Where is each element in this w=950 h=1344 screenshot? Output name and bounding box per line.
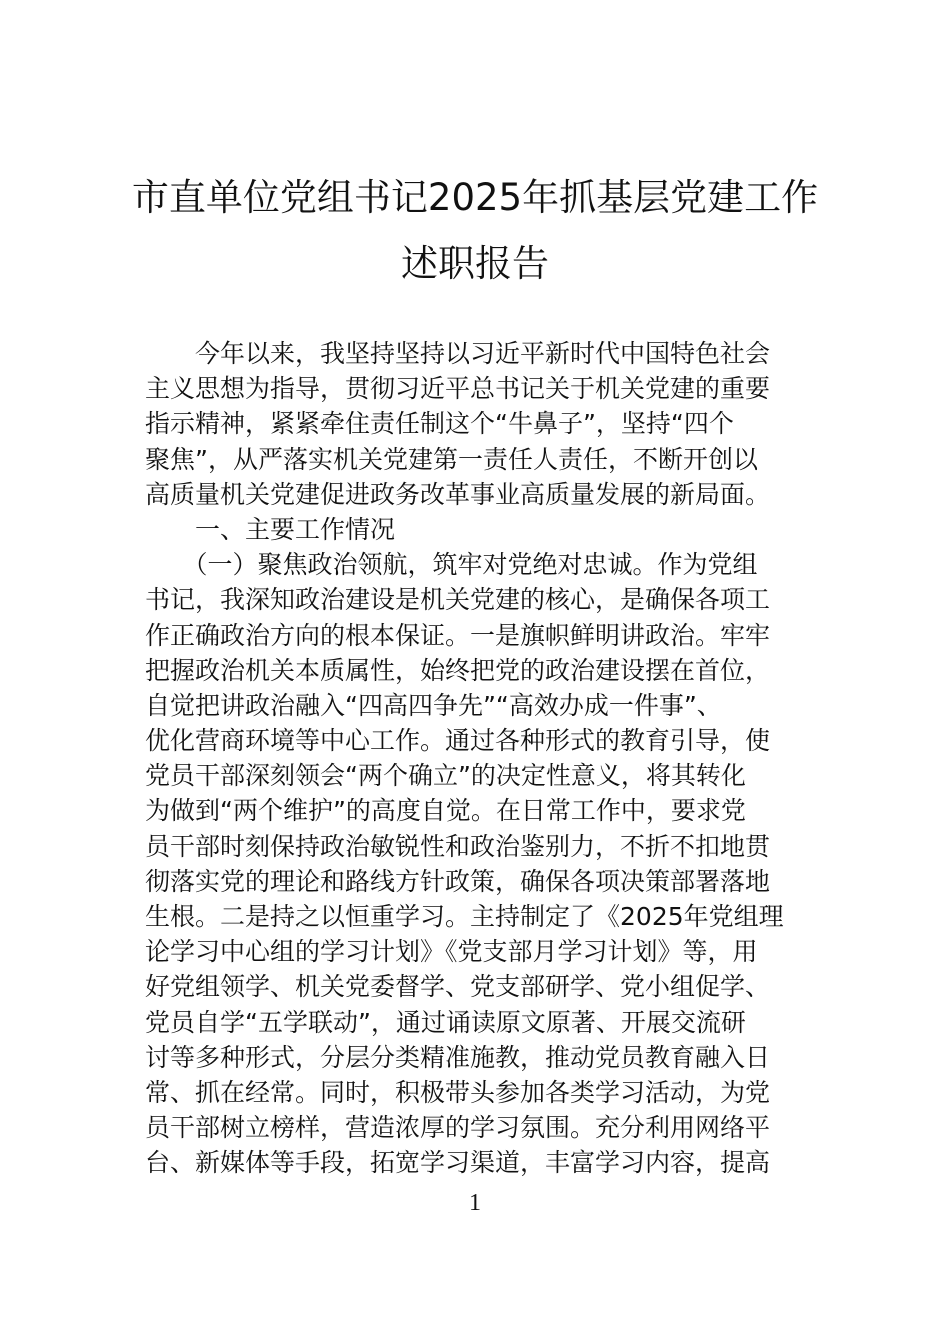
body-line: 党员干部深刻领会“两个确立”的决定性意义，将其转化 — [145, 761, 746, 791]
body-text — [145, 336, 810, 1181]
body-line: （一）聚焦政治领航，筑牢对党绝对忠诚。作为党组 — [145, 550, 758, 580]
body-line: 员干部树立榜样，营造浓厚的学习氛围。充分利用网络平 — [145, 1113, 771, 1143]
body-line: 彻落实党的理论和路线方针政策，确保各项决策部署落地 — [145, 866, 771, 896]
body-line: 主义思想为指导，贯彻习近平总书记关于机关党建的重要 — [145, 374, 771, 404]
body-line: 优化营商环境等中心工作。通过各种形式的教育引导，使 — [145, 726, 771, 756]
body-line: 员干部时刻保持政治敏锐性和政治鉴别力，不折不扣地贯 — [145, 831, 771, 861]
body-line: 台、新媒体等手段，拓宽学习渠道，丰富学习内容，提高 — [145, 1148, 771, 1178]
body-line: 书记，我深知政治建设是机关党建的核心，是确保各项工 — [145, 585, 771, 615]
body-line: 好党组领学、机关党委督学、党支部研学、党小组促学、 — [145, 972, 771, 1002]
body-line: 常、抓在经常。同时，积极带头参加各类学习活动，为党 — [145, 1077, 771, 1107]
body-line: 指示精神，紧紧牵住责任制这个“牛鼻子”，坚持“四个 — [145, 409, 734, 439]
body-line: 今年以来，我坚持坚持以习近平新时代中国特色社会 — [145, 339, 771, 368]
title-line-1: 市直单位党组书记2025年抓基层党建工作 — [131, 176, 819, 219]
body-line: 论学习中心组的学习计划》《党支部月学习计划》等，用 — [145, 937, 758, 967]
body-line: 讨等多种形式，分层分类精准施教，推动党员教育融入日 — [145, 1042, 771, 1072]
title-line-2: 述职报告 — [401, 242, 549, 285]
page-number: 1 — [469, 1190, 481, 1216]
body-line: 生根。二是持之以恒重学习。主持制定了《2025年党组理 — [145, 902, 784, 931]
body-line: 聚焦”，从严落实机关党建第一责任人责任，不断开创以 — [145, 444, 758, 474]
body-line: 党员自学“五学联动”，通过诵读原文原著、开展交流研 — [145, 1007, 746, 1037]
body-line: 高质量机关党建促进政务改革事业高质量发展的新局面。 — [145, 479, 771, 509]
body-line: 为做到“两个维护”的高度自觉。在日常工作中，要求党 — [145, 796, 746, 826]
section-heading: 一、主要工作情况 — [145, 514, 396, 544]
body-line: 把握政治机关本质属性，始终把党的政治建设摆在首位， — [145, 655, 771, 685]
body-line: 自觉把讲政治融入“四高四争先”“高效办成一件事”、 — [145, 690, 722, 720]
body-line: 作正确政治方向的根本保证。一是旗帜鲜明讲政治。牢牢 — [145, 620, 771, 650]
